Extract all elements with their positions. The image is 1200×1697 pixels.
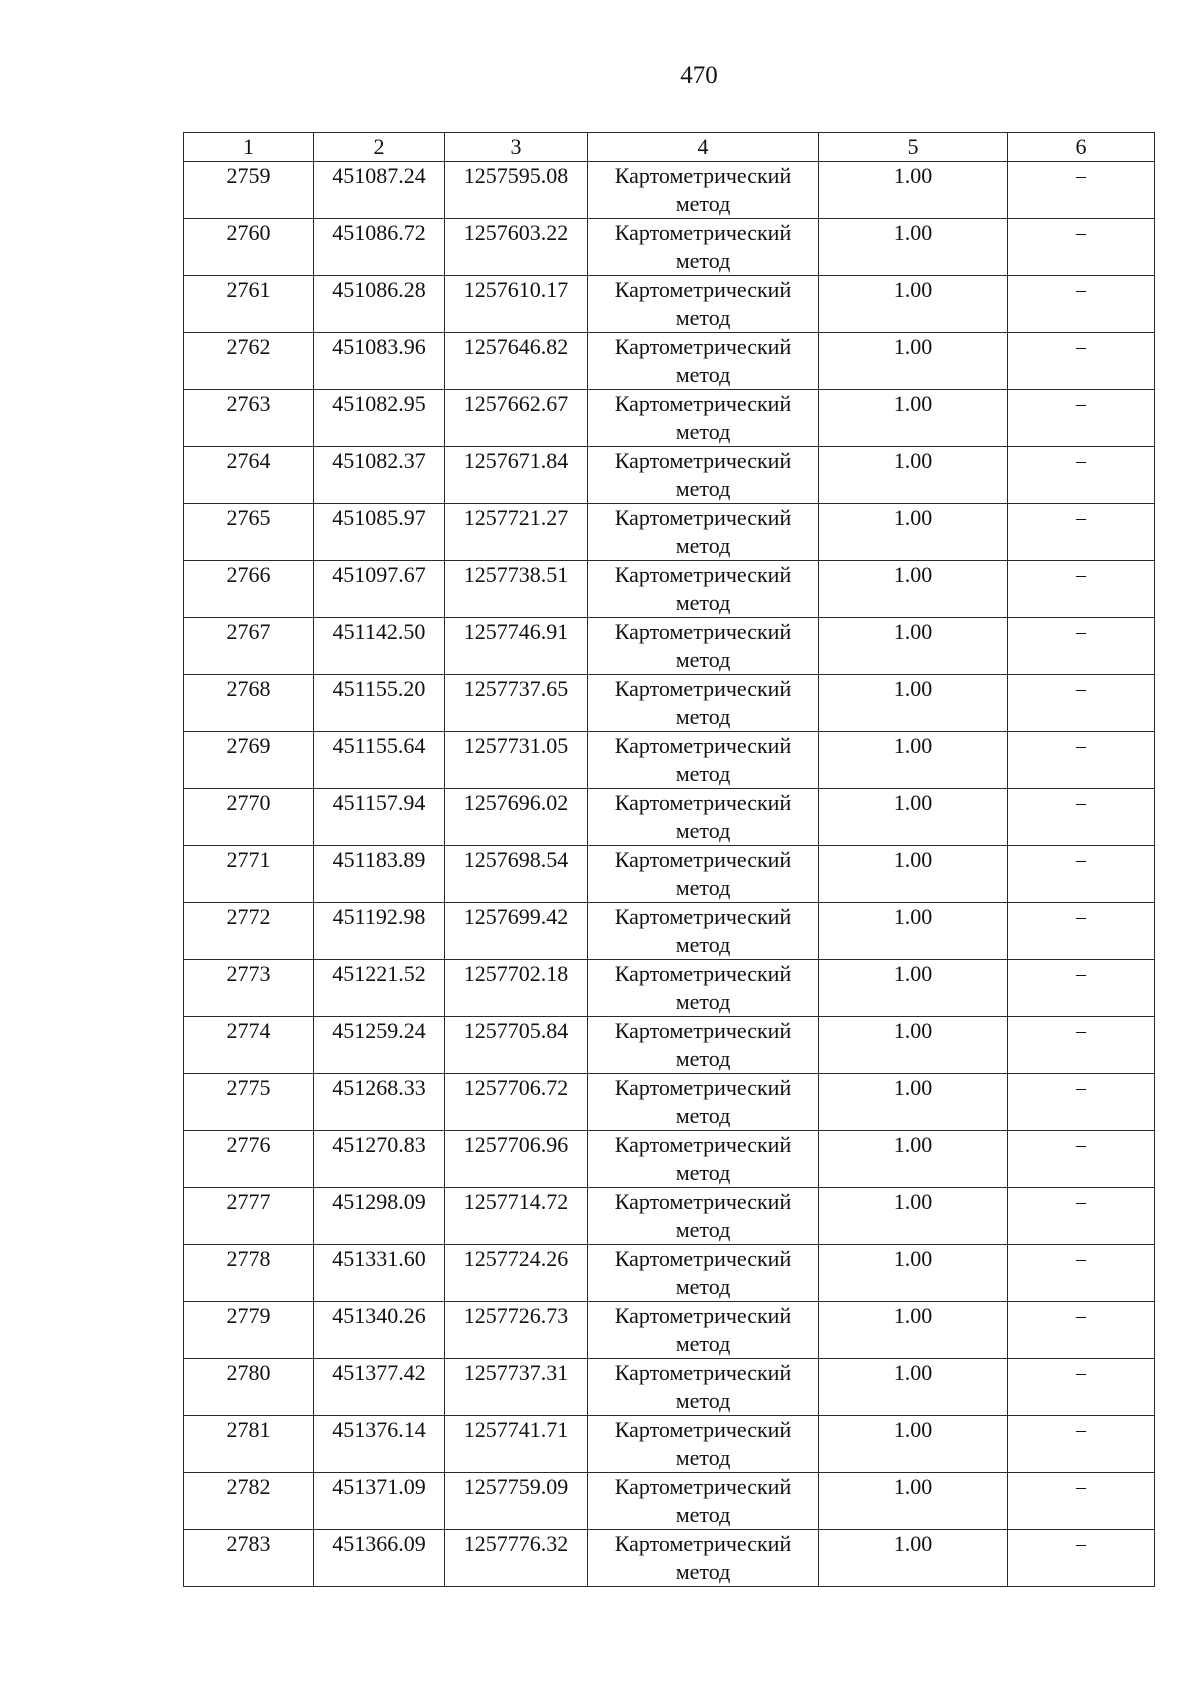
note-cell: –: [1008, 618, 1155, 675]
x-coordinate-cell: 451259.24: [314, 1017, 445, 1074]
accuracy-cell: 1.00: [819, 1473, 1008, 1530]
method-cell: [588, 333, 819, 390]
method-line-1: Картометрический: [614, 733, 792, 758]
method-line-1: Картометрический: [614, 1075, 792, 1100]
method-cell: [588, 219, 819, 276]
y-coordinate-cell: 1257696.02: [445, 789, 588, 846]
point-number-cell: 2764: [184, 447, 314, 504]
method-cell: [588, 1416, 819, 1473]
table-row: [184, 1245, 1155, 1302]
method-line-2: метод: [675, 1046, 731, 1071]
method-cell: [588, 1473, 819, 1530]
point-number-cell: 2761: [184, 276, 314, 333]
header-cell: 5: [819, 133, 1008, 162]
x-coordinate-cell: 451192.98: [314, 903, 445, 960]
method-line-1: Картометрический: [614, 1018, 792, 1043]
table-row: [184, 1530, 1155, 1587]
note-cell: –: [1008, 504, 1155, 561]
method-cell: [588, 903, 819, 960]
method-line-1: Картометрический: [614, 1303, 792, 1328]
note-cell: –: [1008, 1302, 1155, 1359]
note-cell: –: [1008, 276, 1155, 333]
y-coordinate-cell: 1257706.96: [445, 1131, 588, 1188]
y-coordinate-cell: 1257702.18: [445, 960, 588, 1017]
x-coordinate-cell: 451376.14: [314, 1416, 445, 1473]
x-coordinate-cell: 451221.52: [314, 960, 445, 1017]
method-cell: [588, 390, 819, 447]
table-row: [184, 162, 1155, 219]
note-cell: –: [1008, 1416, 1155, 1473]
y-coordinate-cell: 1257776.32: [445, 1530, 588, 1587]
method-line-2: метод: [675, 818, 731, 843]
x-coordinate-cell: 451377.42: [314, 1359, 445, 1416]
accuracy-cell: 1.00: [819, 1074, 1008, 1131]
method-line-1: Картометрический: [614, 1531, 792, 1556]
point-number-cell: 2759: [184, 162, 314, 219]
note-cell: –: [1008, 1473, 1155, 1530]
point-number-cell: 2778: [184, 1245, 314, 1302]
y-coordinate-cell: 1257746.91: [445, 618, 588, 675]
method-line-2: метод: [675, 932, 731, 957]
accuracy-cell: 1.00: [819, 504, 1008, 561]
method-cell: [588, 618, 819, 675]
method-cell: [588, 960, 819, 1017]
note-cell: –: [1008, 1530, 1155, 1587]
point-number-cell: 2777: [184, 1188, 314, 1245]
note-cell: –: [1008, 675, 1155, 732]
method-cell: [588, 675, 819, 732]
point-number-cell: 2775: [184, 1074, 314, 1131]
method-line-2: метод: [675, 647, 731, 672]
point-number-cell: 2780: [184, 1359, 314, 1416]
note-cell: –: [1008, 1245, 1155, 1302]
table-row: [184, 1017, 1155, 1074]
method-cell: [588, 276, 819, 333]
header-cell: 3: [445, 133, 588, 162]
y-coordinate-cell: 1257738.51: [445, 561, 588, 618]
point-number-cell: 2762: [184, 333, 314, 390]
method-line-2: метод: [675, 248, 731, 273]
accuracy-cell: 1.00: [819, 1188, 1008, 1245]
y-coordinate-cell: 1257671.84: [445, 447, 588, 504]
x-coordinate-cell: 451142.50: [314, 618, 445, 675]
table-row: [184, 447, 1155, 504]
accuracy-cell: 1.00: [819, 846, 1008, 903]
method-cell: [588, 846, 819, 903]
accuracy-cell: 1.00: [819, 1416, 1008, 1473]
y-coordinate-cell: 1257737.31: [445, 1359, 588, 1416]
x-coordinate-cell: 451082.95: [314, 390, 445, 447]
table-row: [184, 1074, 1155, 1131]
method-line-2: метод: [675, 1388, 731, 1413]
y-coordinate-cell: 1257724.26: [445, 1245, 588, 1302]
table-row: [184, 618, 1155, 675]
method-line-2: метод: [675, 1274, 731, 1299]
accuracy-cell: 1.00: [819, 1359, 1008, 1416]
method-line-1: Картометрический: [614, 1474, 792, 1499]
y-coordinate-cell: 1257603.22: [445, 219, 588, 276]
method-line-1: Картометрический: [614, 847, 792, 872]
page-number-text: 470: [680, 62, 718, 89]
header-cell: 1: [184, 133, 314, 162]
note-cell: –: [1008, 162, 1155, 219]
method-cell: [588, 1131, 819, 1188]
table-row: [184, 1188, 1155, 1245]
method-line-2: метод: [675, 419, 731, 444]
note-cell: –: [1008, 561, 1155, 618]
note-cell: –: [1008, 447, 1155, 504]
y-coordinate-cell: 1257662.67: [445, 390, 588, 447]
point-number-cell: 2782: [184, 1473, 314, 1530]
point-number-cell: 2773: [184, 960, 314, 1017]
accuracy-cell: 1.00: [819, 162, 1008, 219]
method-line-1: Картометрический: [614, 1189, 792, 1214]
note-cell: –: [1008, 390, 1155, 447]
method-line-1: Картометрический: [614, 904, 792, 929]
table-row: [184, 1473, 1155, 1530]
method-line-2: метод: [675, 1331, 731, 1356]
method-line-2: метод: [675, 1217, 731, 1242]
y-coordinate-cell: 1257699.42: [445, 903, 588, 960]
accuracy-cell: 1.00: [819, 789, 1008, 846]
point-number-cell: 2769: [184, 732, 314, 789]
y-coordinate-cell: 1257726.73: [445, 1302, 588, 1359]
method-line-2: метод: [675, 1445, 731, 1470]
table-row: [184, 1131, 1155, 1188]
method-line-2: метод: [675, 989, 731, 1014]
method-cell: [588, 1074, 819, 1131]
point-number-cell: 2772: [184, 903, 314, 960]
note-cell: –: [1008, 1131, 1155, 1188]
header-cell: 4: [588, 133, 819, 162]
x-coordinate-cell: 451082.37: [314, 447, 445, 504]
method-cell: [588, 447, 819, 504]
accuracy-cell: 1.00: [819, 732, 1008, 789]
y-coordinate-cell: 1257759.09: [445, 1473, 588, 1530]
accuracy-cell: 1.00: [819, 333, 1008, 390]
x-coordinate-cell: 451366.09: [314, 1530, 445, 1587]
y-coordinate-cell: 1257714.72: [445, 1188, 588, 1245]
note-cell: –: [1008, 1359, 1155, 1416]
page-number: [0, 62, 1200, 90]
method-cell: [588, 789, 819, 846]
method-line-1: Картометрический: [614, 220, 792, 245]
table-row: [184, 219, 1155, 276]
x-coordinate-cell: 451155.64: [314, 732, 445, 789]
x-coordinate-cell: 451083.96: [314, 333, 445, 390]
x-coordinate-cell: 451270.83: [314, 1131, 445, 1188]
accuracy-cell: 1.00: [819, 1017, 1008, 1074]
accuracy-cell: 1.00: [819, 618, 1008, 675]
accuracy-cell: 1.00: [819, 219, 1008, 276]
point-number-cell: 2774: [184, 1017, 314, 1074]
y-coordinate-cell: 1257731.05: [445, 732, 588, 789]
x-coordinate-cell: 451183.89: [314, 846, 445, 903]
method-line-1: Картометрический: [614, 676, 792, 701]
method-line-1: Картометрический: [614, 163, 792, 188]
method-line-2: метод: [675, 704, 731, 729]
accuracy-cell: 1.00: [819, 447, 1008, 504]
point-number-cell: 2779: [184, 1302, 314, 1359]
table-row: [184, 1302, 1155, 1359]
table-row: [184, 789, 1155, 846]
table-row: [184, 732, 1155, 789]
note-cell: –: [1008, 219, 1155, 276]
method-cell: [588, 1359, 819, 1416]
x-coordinate-cell: 451340.26: [314, 1302, 445, 1359]
method-cell: [588, 732, 819, 789]
point-number-cell: 2768: [184, 675, 314, 732]
table-row: [184, 960, 1155, 1017]
y-coordinate-cell: 1257721.27: [445, 504, 588, 561]
note-cell: –: [1008, 960, 1155, 1017]
accuracy-cell: 1.00: [819, 675, 1008, 732]
y-coordinate-cell: 1257705.84: [445, 1017, 588, 1074]
method-line-2: метод: [675, 305, 731, 330]
method-cell: [588, 1302, 819, 1359]
point-number-cell: 2783: [184, 1530, 314, 1587]
method-line-1: Картометрический: [614, 619, 792, 644]
method-line-1: Картометрический: [614, 448, 792, 473]
table-row: [184, 504, 1155, 561]
header-cell: 2: [314, 133, 445, 162]
method-line-1: Картометрический: [614, 1417, 792, 1442]
method-line-1: Картометрический: [614, 1132, 792, 1157]
table-row: [184, 1416, 1155, 1473]
table-row: [184, 276, 1155, 333]
table-row: [184, 903, 1155, 960]
point-number-cell: 2760: [184, 219, 314, 276]
method-line-2: метод: [675, 476, 731, 501]
x-coordinate-cell: 451085.97: [314, 504, 445, 561]
accuracy-cell: 1.00: [819, 390, 1008, 447]
method-cell: [588, 1530, 819, 1587]
method-line-1: Картометрический: [614, 505, 792, 530]
note-cell: –: [1008, 1188, 1155, 1245]
method-cell: [588, 162, 819, 219]
table-row: [184, 561, 1155, 618]
y-coordinate-cell: 1257737.65: [445, 675, 588, 732]
point-number-cell: 2770: [184, 789, 314, 846]
note-cell: –: [1008, 333, 1155, 390]
method-cell: [588, 1245, 819, 1302]
x-coordinate-cell: 451331.60: [314, 1245, 445, 1302]
accuracy-cell: 1.00: [819, 1302, 1008, 1359]
x-coordinate-cell: 451086.72: [314, 219, 445, 276]
method-line-2: метод: [675, 1502, 731, 1527]
note-cell: –: [1008, 903, 1155, 960]
accuracy-cell: 1.00: [819, 1530, 1008, 1587]
accuracy-cell: 1.00: [819, 1245, 1008, 1302]
method-cell: [588, 1017, 819, 1074]
method-cell: [588, 1188, 819, 1245]
y-coordinate-cell: 1257698.54: [445, 846, 588, 903]
note-cell: –: [1008, 732, 1155, 789]
point-number-cell: 2771: [184, 846, 314, 903]
x-coordinate-cell: 451097.67: [314, 561, 445, 618]
y-coordinate-cell: 1257646.82: [445, 333, 588, 390]
x-coordinate-cell: 451155.20: [314, 675, 445, 732]
method-line-2: метод: [675, 1103, 731, 1128]
x-coordinate-cell: 451268.33: [314, 1074, 445, 1131]
point-number-cell: 2765: [184, 504, 314, 561]
method-cell: [588, 504, 819, 561]
method-line-2: метод: [675, 1559, 731, 1584]
x-coordinate-cell: 451087.24: [314, 162, 445, 219]
note-cell: –: [1008, 1017, 1155, 1074]
method-line-2: метод: [675, 590, 731, 615]
method-line-1: Картометрический: [614, 1246, 792, 1271]
method-cell: [588, 561, 819, 618]
method-line-1: Картометрический: [614, 1360, 792, 1385]
method-line-2: метод: [675, 1160, 731, 1185]
table-header-row: [184, 133, 1155, 162]
accuracy-cell: 1.00: [819, 276, 1008, 333]
x-coordinate-cell: 451157.94: [314, 789, 445, 846]
table-body: [184, 133, 1155, 1587]
table-row: [184, 390, 1155, 447]
table-row: [184, 1359, 1155, 1416]
y-coordinate-cell: 1257706.72: [445, 1074, 588, 1131]
method-line-1: Картометрический: [614, 334, 792, 359]
point-number-cell: 2767: [184, 618, 314, 675]
method-line-1: Картометрический: [614, 562, 792, 587]
accuracy-cell: 1.00: [819, 903, 1008, 960]
header-cell: 6: [1008, 133, 1155, 162]
coordinates-table: [183, 132, 1155, 1587]
method-line-1: Картометрический: [614, 790, 792, 815]
method-line-1: Картометрический: [614, 391, 792, 416]
point-number-cell: 2781: [184, 1416, 314, 1473]
accuracy-cell: 1.00: [819, 561, 1008, 618]
point-number-cell: 2763: [184, 390, 314, 447]
note-cell: –: [1008, 789, 1155, 846]
table-row: [184, 333, 1155, 390]
note-cell: –: [1008, 846, 1155, 903]
point-number-cell: 2766: [184, 561, 314, 618]
method-line-1: Картометрический: [614, 961, 792, 986]
accuracy-cell: 1.00: [819, 1131, 1008, 1188]
accuracy-cell: 1.00: [819, 960, 1008, 1017]
method-line-2: метод: [675, 191, 731, 216]
x-coordinate-cell: 451086.28: [314, 276, 445, 333]
y-coordinate-cell: 1257610.17: [445, 276, 588, 333]
note-cell: –: [1008, 1074, 1155, 1131]
point-number-cell: 2776: [184, 1131, 314, 1188]
x-coordinate-cell: 451298.09: [314, 1188, 445, 1245]
x-coordinate-cell: 451371.09: [314, 1473, 445, 1530]
y-coordinate-cell: 1257741.71: [445, 1416, 588, 1473]
method-line-1: Картометрический: [614, 277, 792, 302]
table-row: [184, 846, 1155, 903]
table-row: [184, 675, 1155, 732]
y-coordinate-cell: 1257595.08: [445, 162, 588, 219]
method-line-2: метод: [675, 875, 731, 900]
method-line-2: метод: [675, 761, 731, 786]
method-line-2: метод: [675, 533, 731, 558]
method-line-2: метод: [675, 362, 731, 387]
